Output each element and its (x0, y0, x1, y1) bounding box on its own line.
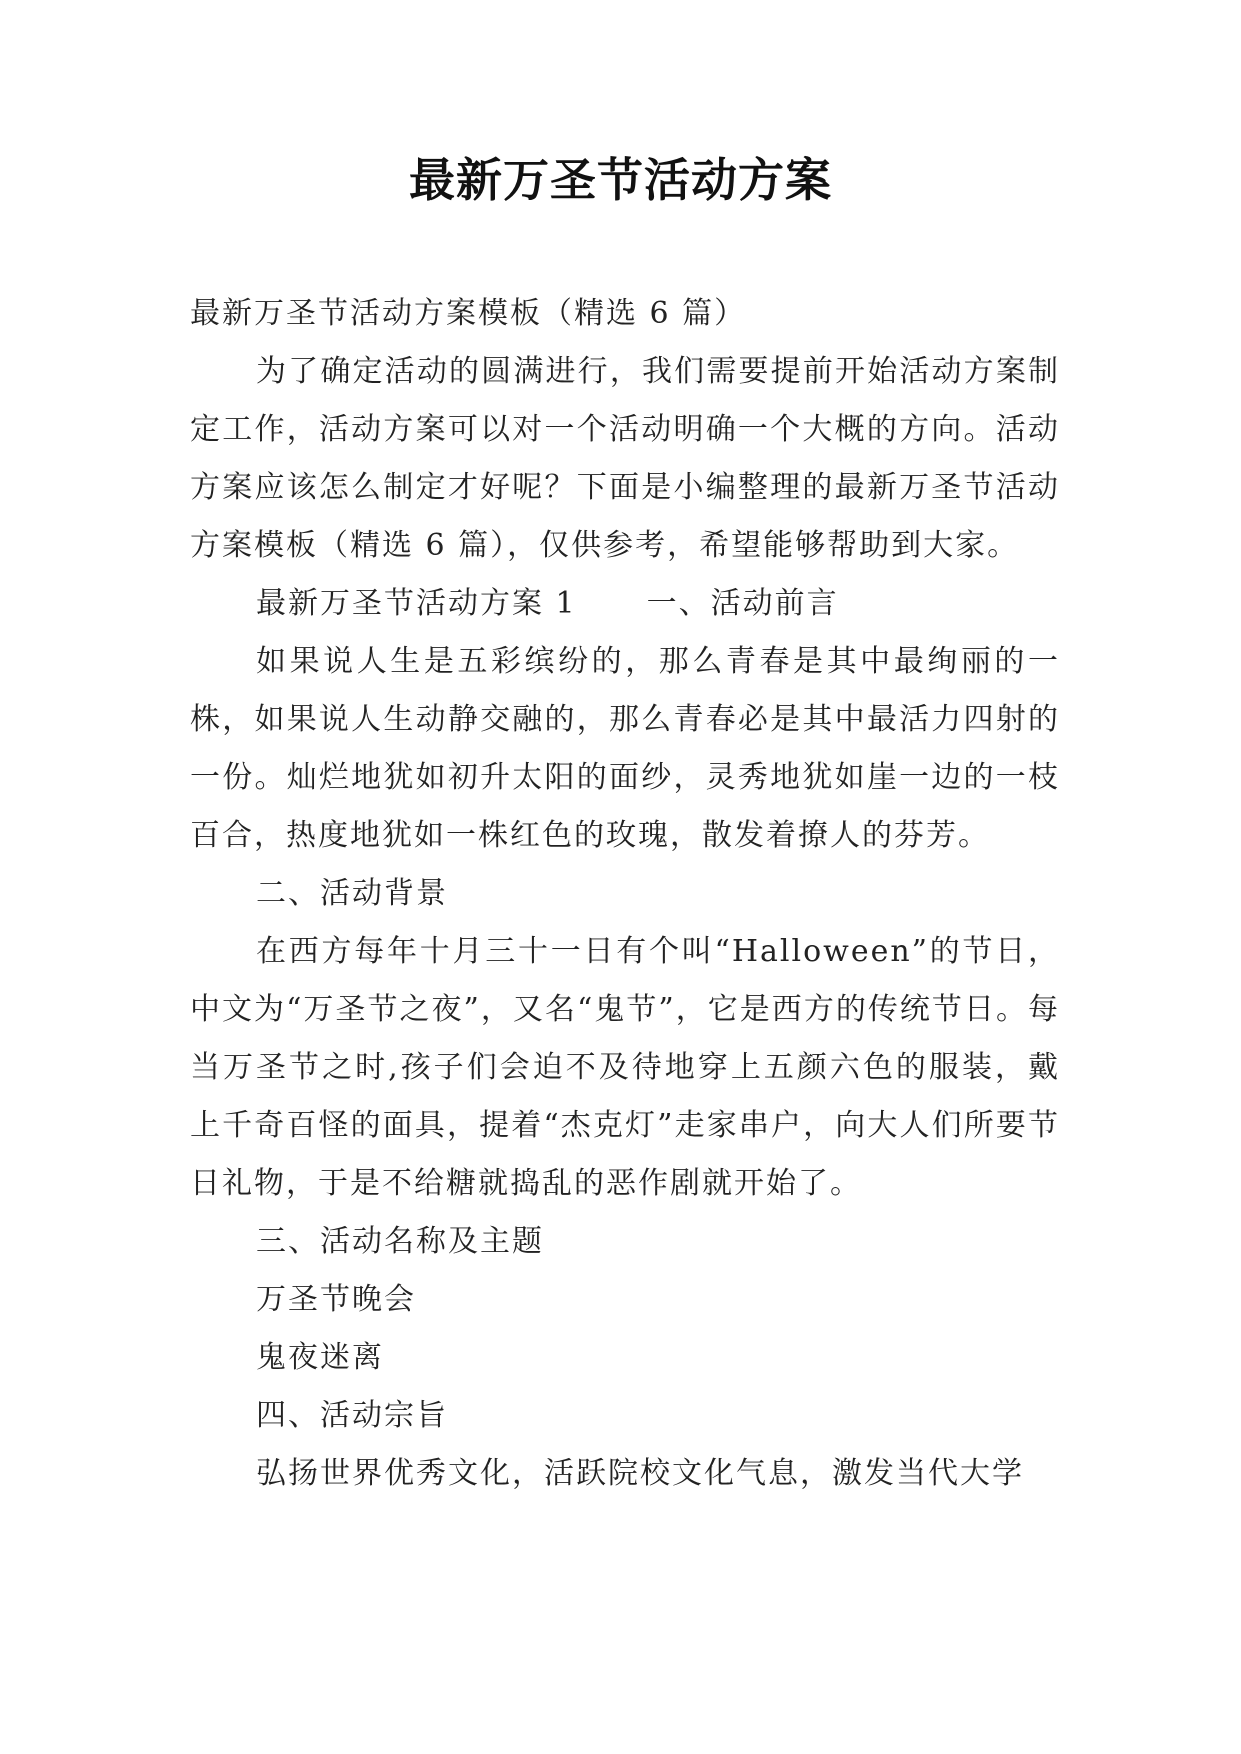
paragraph-subtitle: 最新万圣节活动方案模板（精选 6 篇） (190, 296, 747, 331)
paragraph-event-theme: 鬼夜迷离 (256, 1340, 384, 1375)
section-four-heading: 四、活动宗旨 (256, 1398, 448, 1433)
plan-number-heading: 最新万圣节活动方案 1 (256, 586, 577, 621)
paragraph-intro: 为了确定活动的圆满进行，我们需要提前开始活动方案制定工作，活动方案可以对一个活动明确一个大概的方向。活动方案应该怎么制定才好呢？下面是小编整理的最新万圣节活动方案模板（精选 6 篇），仅供参考，希望能够帮助到大家。 (190, 354, 1060, 563)
paragraph-preface: 如果说人生是五彩缤纷的，那么青春是其中最绚丽的一株，如果说人生动静交融的，那么青春必是其中最活力四射的一份。灿烂地犹如初升太阳的面纱，灵秀地犹如崖一边的一枝百合，热度地犹如一株红色的玫瑰，散发着撩人的芬芳。 (190, 644, 1060, 853)
paragraph-event-name: 万圣节晚会 (256, 1282, 416, 1317)
section-two-heading: 二、活动背景 (256, 876, 448, 911)
section-three-heading: 三、活动名称及主题 (256, 1224, 544, 1259)
document-body (190, 285, 1060, 1503)
paragraph-purpose: 弘扬世界优秀文化，活跃院校文化气息，激发当代大学 (256, 1456, 1024, 1491)
document-title: 最新万圣节活动方案 (409, 153, 832, 207)
section-one-heading: 一、活动前言 (646, 586, 839, 621)
paragraph-section-heading (190, 575, 1060, 633)
paragraph-background: 在西方每年十月三十一日有个叫“Halloween”的节日，中文为“万圣节之夜”，又名“鬼节”，它是西方的传统节日。每当万圣节之时,孩子们会迫不及待地穿上五颜六色的服装，戴上千奇百怪的面具，提着“杰克灯”走家串户，向大人们所要节日礼物，于是不给糖就捣乱的恶作剧就开始了。 (190, 934, 1060, 1201)
